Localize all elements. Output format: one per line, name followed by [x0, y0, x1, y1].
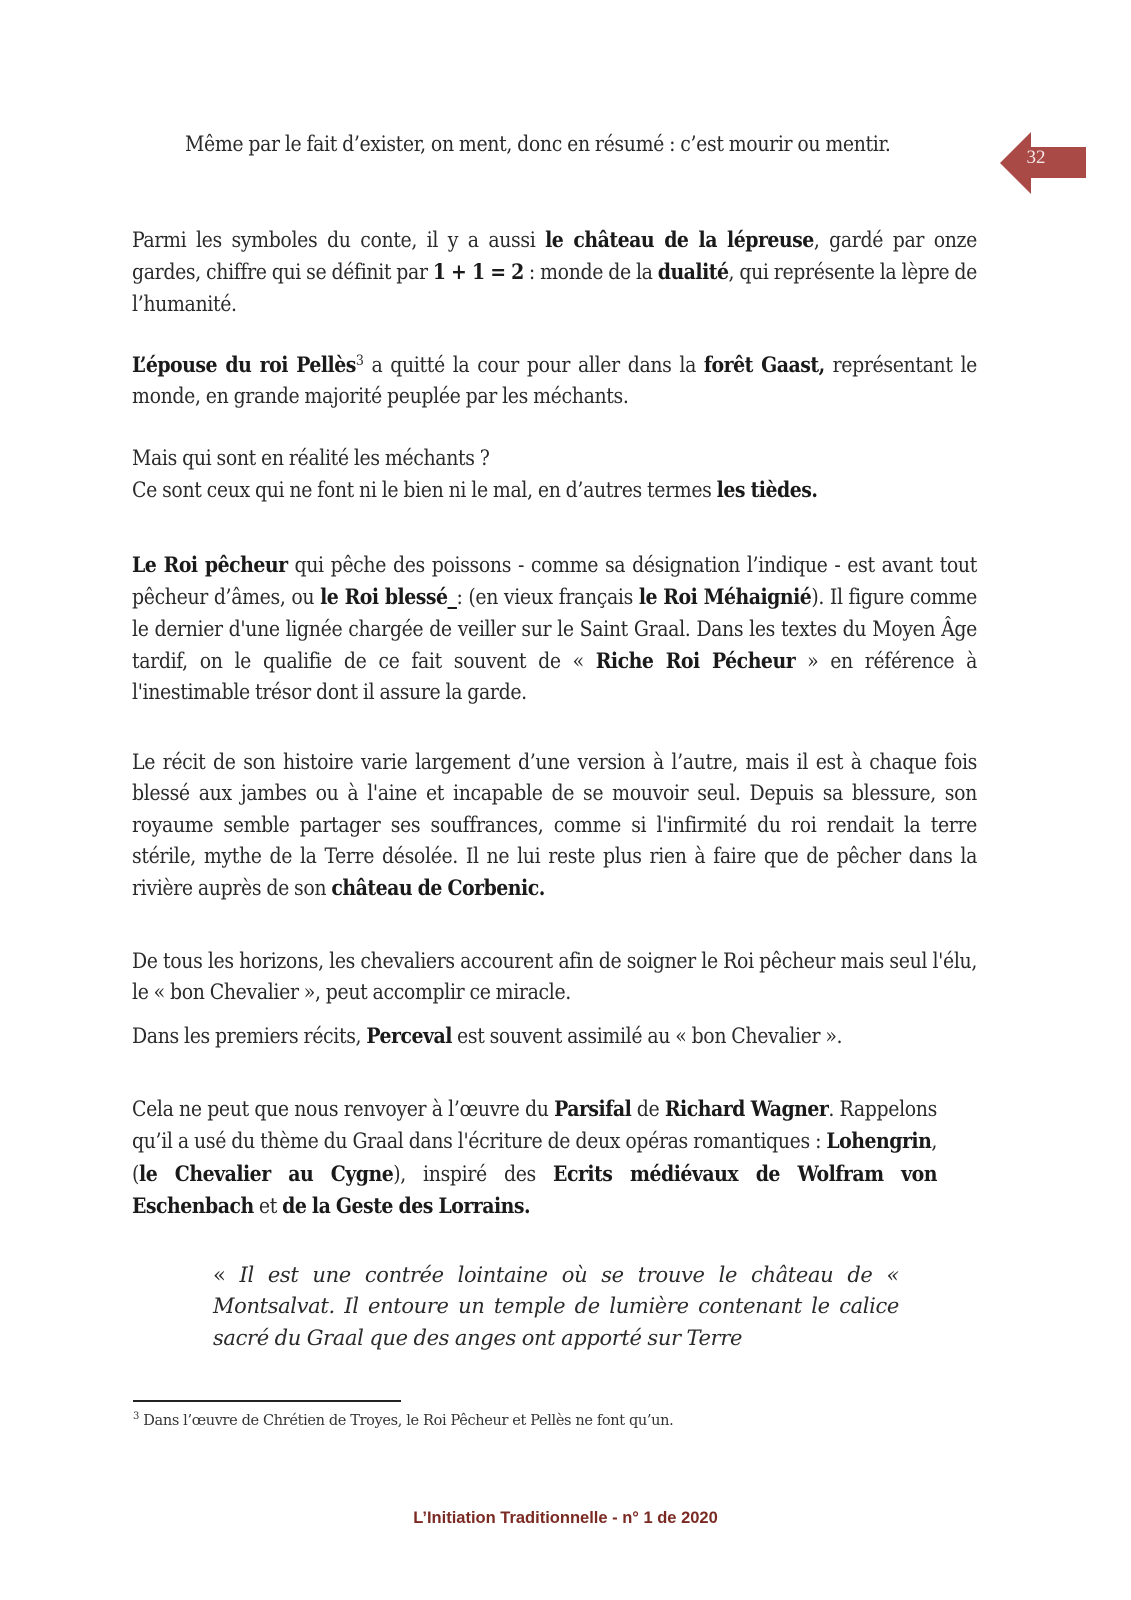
- bold-term: L’épouse du roi Pellès: [132, 352, 356, 377]
- bold-term: Richard Wagner: [664, 1096, 829, 1121]
- bold-term: le Roi blessé_: [320, 584, 457, 610]
- paragraph-lie-or-die: Même par le fait d’exister, on ment, donc en résumé : c’est mourir ou mentir.: [185, 132, 891, 156]
- paragraph-chevaliers: De tous les horizons, les chevaliers accourent afin de soigner le Roi pêcheur mais seul l'élu, le « bon Chevalier », peut accomplir ce miracle.: [132, 949, 977, 1005]
- bold-term: château de Corbenic.: [331, 875, 545, 901]
- bold-term: le château de la lépreuse: [545, 227, 814, 252]
- bold-term: le Roi Méhaignié: [638, 584, 812, 610]
- bold-term: 1 + 1 = 2: [432, 259, 524, 285]
- page-footer: L’Initiation Traditionnelle - n° 1 de 2020: [413, 1509, 718, 1527]
- page-number: 32: [1026, 147, 1046, 168]
- paragraph-mechants: Mais qui sont en réalité les méchants ? Ce sont ceux qui ne font ni le bien ni le mal, en d’autres termes les tièdes.: [132, 446, 818, 503]
- bold-term: forêt Gaast,: [703, 352, 825, 377]
- bold-term: dualité: [657, 259, 729, 285]
- bold-term: Perceval: [366, 1023, 452, 1048]
- bold-term: Le Roi pêcheur: [132, 552, 288, 577]
- bold-term: de la Geste des Lorrains.: [282, 1192, 531, 1218]
- footnote-marker: 3: [133, 1411, 140, 1422]
- block-quote: « Il est une contrée lointaine où se trouve le château de « Montsalvat. Il entoure un temple de lumière contenant le calice sacré du Graal que des anges ont apporté sur Terre: [213, 1263, 899, 1350]
- footnote: $^3$ Dans l’œuvre de Chrétien de Troyes, le Roi Pêcheur et Pellès ne font qu’un.: [133, 1411, 674, 1429]
- bold-term: Riche Roi Pécheur: [595, 647, 796, 673]
- bold-term: Lohengrin: [826, 1128, 932, 1154]
- footnote-separator: [133, 1400, 401, 1402]
- bold-term: les tièdes.: [716, 477, 818, 503]
- bold-term: Ecrits médiévaux de Wolfram von Eschenbach: [132, 1160, 937, 1218]
- paragraph-wagner: Cela ne peut que nous renvoyer à l’œuvre du Parsifal de Richard Wagner. Rappelons qu’il a usé du thème du Graal dans l'écriture de deux opéras romantiques : Lohengrin, (le Chevalier au Cygne), inspiré des Ecrits médiévaux de Wolfram von Eschenbach et de la Geste des Lorrains.: [132, 1096, 937, 1218]
- paragraph-perceval: Dans les premiers récits, Perceval est souvent assimilé au « bon Chevalier ».: [132, 1023, 843, 1048]
- bold-term: Parsifal: [554, 1096, 632, 1121]
- paragraph-roi-pecheur: Le Roi pêcheur qui pêche des poissons - comme sa désignation l’indique - est avant tout pêcheur d’âmes, ou le Roi blessé_: (en vieux français le Roi Méhaignié). Il figure comme le dernier d'une lignée chargée de veiller sur le Saint Graal. Dans les textes du Moyen Âge tardif, on le qualifie de ce fait souvent de « Riche Roi Pécheur » en référence à l'inestimable trésor dont il assure la garde.: [132, 552, 977, 705]
- paragraph-recit-histoire: Le récit de son histoire varie largement d’une version à l’autre, mais il est à chaque fois blessé aux jambes ou à l'aine et incapable de se mouvoir seul. Depuis sa blessure, son royaume semble partager ses souffrances, comme si l'infirmité du roi rendait la terre stérile, mythe de la Terre désolée. Il ne lui reste plus rien à faire que de pêcher dans la rivière auprès de son château de Corbenic.: [132, 750, 977, 901]
- paragraph-lepreuse: Parmi les symboles du conte, il y a aussi le château de la lépreuse, gardé par onze gardes, chiffre qui se définit par 1 + 1 = 2 : monde de la dualité, qui représente la lèpre de l’humanité.: [132, 227, 977, 316]
- bold-term: le Chevalier au Cygne: [139, 1160, 394, 1186]
- footnote-reference[interactable]: 3: [355, 353, 364, 369]
- paragraph-epouse-pelles: L’épouse du roi Pellès$^3$ a quitté la cour pour aller dans la forêt Gaast, représentant le monde, en grande majorité peuplée par les méchants.: [132, 352, 977, 409]
